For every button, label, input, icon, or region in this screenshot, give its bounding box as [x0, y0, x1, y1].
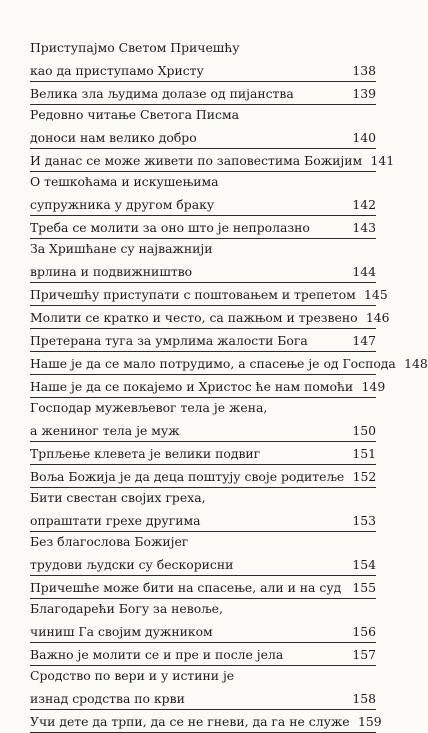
- toc-entry-page-number: 148: [404, 356, 428, 371]
- toc-entry[interactable]: [30, 38, 376, 82]
- toc-entry-line: [30, 643, 376, 666]
- toc-entry-title: Наше је да се мало потрудимо, а спасење је од Господа: [30, 356, 396, 371]
- toc-entry-title: Треба се молити за оно што је непролазно: [30, 220, 310, 235]
- toc-entry[interactable]: [30, 666, 376, 710]
- toc-entry-line: [30, 126, 376, 149]
- toc-entry-page-number: 154: [352, 557, 376, 572]
- toc-entry-line: [30, 82, 376, 105]
- toc-entry-line: [30, 59, 376, 82]
- toc-entry-title: Важно је молити се и пре и после јела: [30, 647, 284, 662]
- toc-entry-line: [30, 329, 376, 352]
- toc-entry-title: доноси нам велико добро: [30, 130, 197, 145]
- toc-entry-page-number: 140: [352, 130, 376, 145]
- toc-entry-line: [30, 260, 376, 283]
- toc-entry[interactable]: [30, 442, 376, 465]
- toc-entry-title: Редовно читање Светога Писма: [30, 107, 239, 122]
- table-of-contents: [30, 38, 428, 733]
- toc-entry-title: За Хришћане су најважнији: [30, 241, 213, 256]
- toc-entry[interactable]: [30, 306, 390, 329]
- toc-entry-page-number: 144: [352, 264, 376, 279]
- toc-entry-title: Претерана туга за умрлима жалости Бога: [30, 333, 308, 348]
- toc-entry-heading-line: [30, 239, 376, 260]
- toc-entry-title: трудови људски су бескорисни: [30, 557, 234, 572]
- toc-entry-page-number: 141: [370, 153, 395, 168]
- toc-entry-page-number: 155: [352, 580, 376, 595]
- toc-entry-page-number: 150: [352, 423, 376, 438]
- toc-entry-heading-line: [30, 488, 376, 509]
- toc-entry-title: И данас се може живети по заповестима Божијим: [30, 153, 363, 168]
- toc-entry-page-number: 156: [352, 624, 376, 639]
- toc-entry-line: [30, 375, 386, 398]
- toc-entry-heading-line: [30, 398, 376, 419]
- toc-entry-page-number: 139: [352, 86, 376, 101]
- toc-entry-line: [30, 352, 428, 375]
- toc-entry[interactable]: [30, 172, 376, 216]
- toc-entry-heading-line: [30, 599, 376, 620]
- toc-entry-page-number: 143: [352, 220, 376, 235]
- toc-entry-page-number: 142: [352, 197, 376, 212]
- toc-entry-title: опраштати грехе другима: [30, 513, 201, 528]
- toc-entry[interactable]: [30, 375, 386, 398]
- toc-entry-title: Велика зла људима долазе од пијанства: [30, 86, 294, 101]
- toc-entry-heading-line: [30, 105, 376, 126]
- toc-entry[interactable]: [30, 352, 428, 375]
- toc-entry-line: [30, 442, 376, 465]
- toc-entry[interactable]: [30, 532, 376, 576]
- toc-entry-line: [30, 620, 376, 643]
- toc-entry-page-number: 146: [365, 310, 390, 325]
- toc-entry-line: [30, 710, 382, 733]
- toc-entry-title: Господар мужевљевог тела је жена,: [30, 400, 268, 415]
- toc-entry-heading-line: [30, 666, 376, 687]
- toc-entry-title: супружника у другом браку: [30, 197, 215, 212]
- toc-entry[interactable]: [30, 216, 376, 239]
- toc-entry-page-number: 145: [364, 287, 388, 302]
- toc-entry-page-number: 149: [361, 379, 386, 394]
- toc-entry[interactable]: [30, 239, 376, 283]
- toc-entry-title: врлина и подвижништво: [30, 264, 193, 279]
- toc-entry-title: Наше је да се покајемо и Христос ће нам помоћи: [30, 379, 354, 394]
- toc-entry-title: изнад сродства по крви: [30, 691, 185, 706]
- toc-entry-title: Без благослова Божијег: [30, 534, 189, 549]
- toc-entry-title: чиниш Га својим дужником: [30, 624, 213, 639]
- toc-entry[interactable]: [30, 488, 376, 532]
- toc-entry-title: Приступајмо Светом Причешћу: [30, 40, 240, 55]
- toc-entry-line: [30, 576, 376, 599]
- toc-entry-line: [30, 553, 376, 576]
- toc-entry-heading-line: [30, 38, 376, 59]
- toc-entry-page-number: 151: [352, 446, 376, 461]
- toc-entry[interactable]: [30, 710, 382, 733]
- toc-entry[interactable]: [30, 105, 376, 149]
- toc-entry-page-number: 159: [357, 714, 382, 729]
- toc-entry-line: [30, 306, 390, 329]
- toc-entry-line: [30, 687, 376, 710]
- toc-entry-page-number: 138: [352, 63, 376, 78]
- toc-entry-page-number: 157: [352, 647, 376, 662]
- toc-entry-title: Трпљење клевета је велики подвиг: [30, 446, 261, 461]
- toc-entry-title: Причешћу приступати с поштовањем и трепетом: [30, 287, 356, 302]
- toc-entry-title: Воља Божија је да деца поштују своје родитеље: [30, 469, 345, 484]
- toc-entry-title: Причешће може бити на спасење, али и на суд: [30, 580, 342, 595]
- toc-entry-line: [30, 193, 376, 216]
- toc-entry-title: Учи дете да трпи, да се не гневи, да га не служе: [30, 714, 350, 729]
- toc-entry[interactable]: [30, 283, 388, 306]
- toc-entry-line: [30, 419, 376, 442]
- toc-entry[interactable]: [30, 149, 395, 172]
- toc-entry-page-number: 147: [352, 333, 376, 348]
- toc-entry[interactable]: [30, 398, 376, 442]
- toc-entry-page-number: 158: [352, 691, 376, 706]
- toc-entry-title: а жениног тела је муж: [30, 423, 180, 438]
- toc-entry-line: [30, 216, 376, 239]
- toc-entry-title: О тешкоћама и искушењима: [30, 174, 219, 189]
- toc-entry[interactable]: [30, 643, 376, 666]
- toc-entry[interactable]: [30, 576, 376, 599]
- toc-entry-line: [30, 283, 388, 306]
- toc-entry-title: Молити се кратко и често, са пажњом и трезвено: [30, 310, 358, 325]
- toc-entry-page-number: 152: [352, 469, 377, 484]
- toc-entry[interactable]: [30, 599, 376, 643]
- toc-entry-line: [30, 465, 376, 488]
- toc-entry-heading-line: [30, 532, 376, 553]
- toc-entry-line: [30, 509, 376, 532]
- toc-entry-page-number: 153: [352, 513, 376, 528]
- toc-entry[interactable]: [30, 465, 376, 488]
- toc-entry[interactable]: [30, 329, 376, 352]
- toc-entry-title: Бити свестан својих греха,: [30, 490, 206, 505]
- toc-entry-title: Благодарећи Богу за невоље,: [30, 601, 223, 616]
- toc-entry-title: као да приступамо Христу: [30, 63, 204, 78]
- toc-entry[interactable]: [30, 82, 376, 105]
- toc-entry-line: [30, 149, 395, 172]
- toc-entry-heading-line: [30, 172, 376, 193]
- toc-entry-title: Сродство по вери и у истини је: [30, 668, 235, 683]
